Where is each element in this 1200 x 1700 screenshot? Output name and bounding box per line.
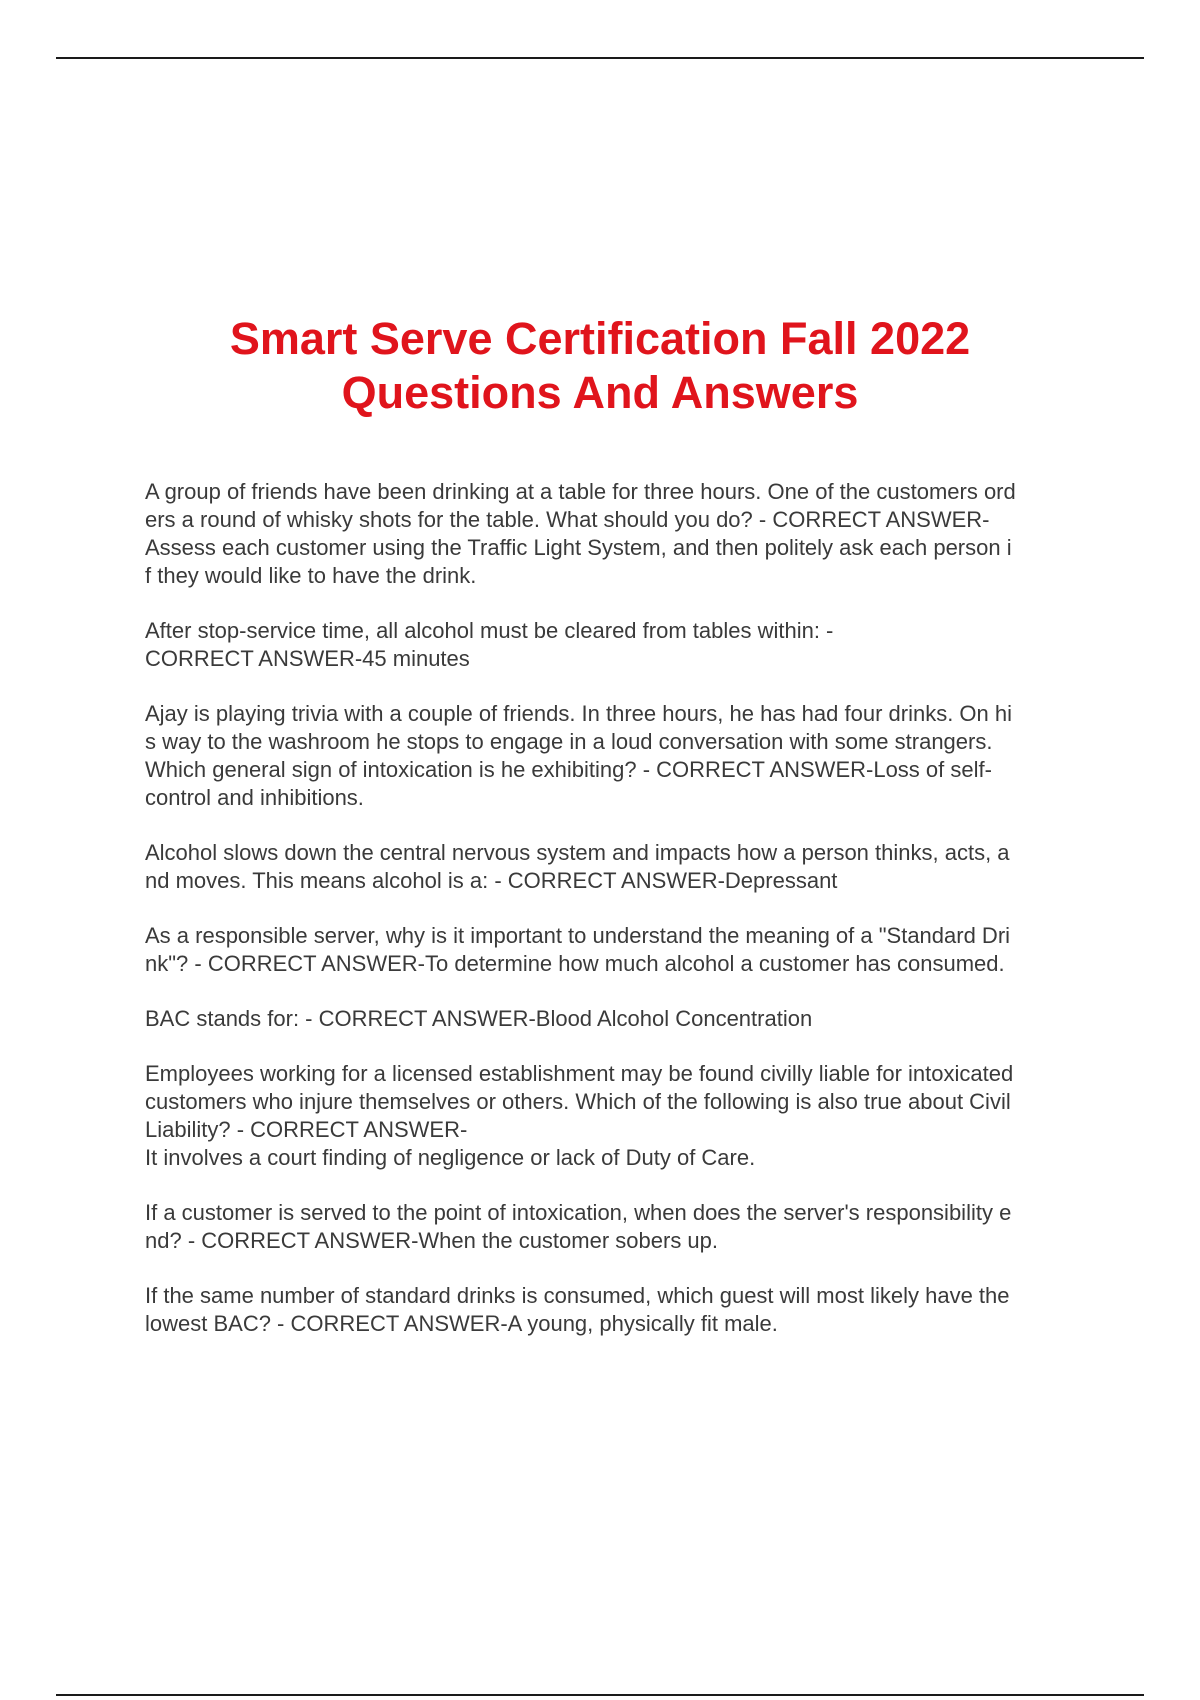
footer-rule [56,1694,1144,1696]
qa-item: A group of friends have been drinking at a table for three hours. One of the customers ord ers a round of whisky shots for the table. What should you do? - CORRECT ANSWER- Assess each customer using the Traffic Light System, and then politely ask each person i f they would like to have the drink. [145,479,1016,588]
qa-item: As a responsible server, why is it important to understand the meaning of a "Standard Dri nk"? - CORRECT ANSWER-To determine how much alcohol a customer has consumed. [145,923,1011,976]
qa-item: Ajay is playing trivia with a couple of friends. In three hours, he has had four drinks. On hi s way to the washroom he stops to engage in a loud conversation with some strangers. Which general sign of intoxication is he exhibiting? - CORRECT ANSWER-Loss of self- control and inhibitions. [145,701,1013,810]
qa-item: After stop-service time, all alcohol must be cleared from tables within: - CORRECT ANSWER-45 minutes [145,618,834,671]
qa-list [145,478,1090,1365]
title-line-1: Smart Serve Certification Fall 2022 [229,313,971,364]
header-rule [56,57,1144,59]
qa-item: Alcohol slows down the central nervous system and impacts how a person thinks, acts, a nd moves. This means alcohol is a: - CORRECT ANSWER-Depressant [145,840,1010,893]
qa-item: If a customer is served to the point of intoxication, when does the server's responsibility e nd? - CORRECT ANSWER-When the customer sobers up. [145,1200,1012,1253]
document-title [0,312,1200,420]
qa-item: If the same number of standard drinks is consumed, which guest will most likely have the lowest BAC? - CORRECT ANSWER-A young, physically fit male. [145,1283,1010,1336]
qa-item: Employees working for a licensed establishment may be found civilly liable for intoxicated customers who injure themselves or others. Which of the following is also true about Civil Liability? - CORRECT ANSWER- It involves a court finding of negligence or lack of Duty of Care. [145,1061,1014,1170]
qa-item: BAC stands for: - CORRECT ANSWER-Blood Alcohol Concentration [145,1006,813,1031]
title-line-2: Questions And Answers [341,367,859,418]
